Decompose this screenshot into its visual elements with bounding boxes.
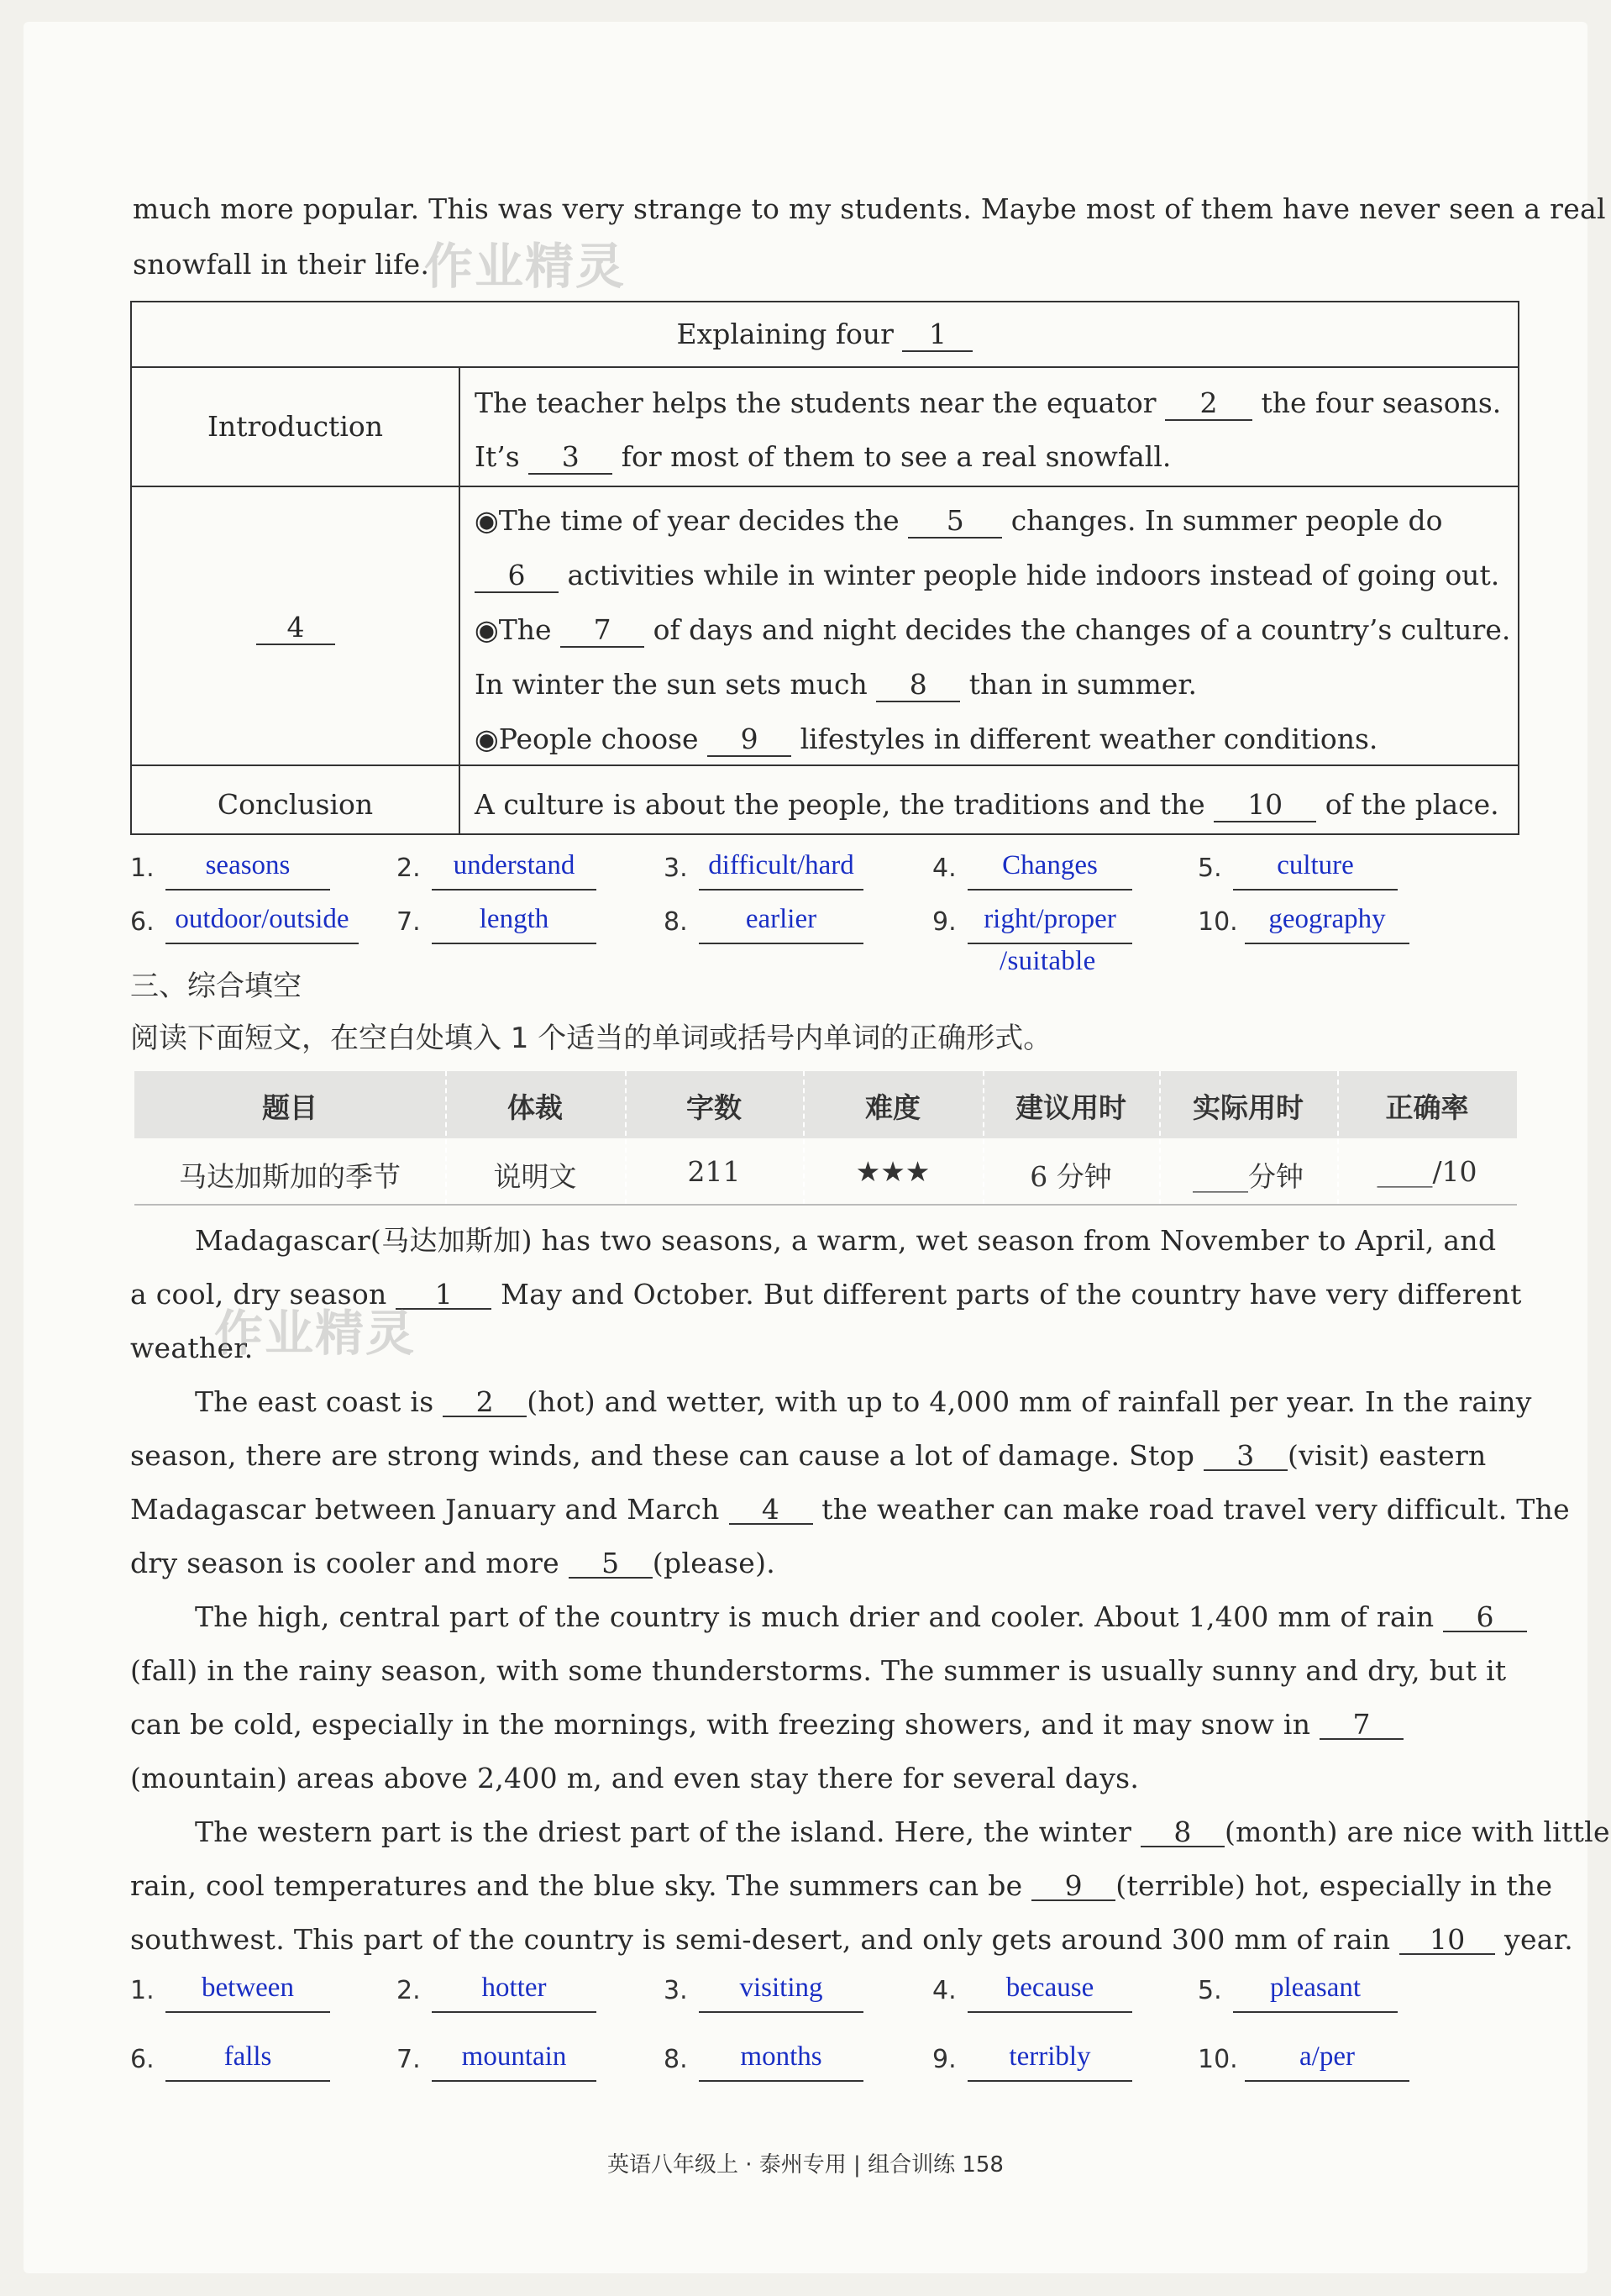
body-line4: In winter the sun sets much 8 than in summer. bbox=[475, 668, 1197, 701]
conclusion-label: Conclusion bbox=[217, 788, 374, 821]
passage-line: a cool, dry season 1 May and October. But different parts of the country have very different bbox=[130, 1278, 1522, 1311]
body-line2: 6 activities while in winter people hide indoors instead of going out. bbox=[475, 559, 1499, 593]
passage-line: southwest. This part of the country is semi-desert, and only gets around 300 mm of rain 10 year. bbox=[130, 1923, 1573, 1956]
value-difficulty: ★★★ bbox=[855, 1155, 931, 1188]
value-actual-time: ____分钟 bbox=[1193, 1160, 1304, 1193]
info-table bbox=[134, 1071, 1517, 1206]
body-line5: ◉People choose 9 lifestyles in different weather conditions. bbox=[475, 722, 1378, 755]
header-suggested-time: 建议用时 bbox=[1015, 1091, 1126, 1124]
intro-line1: The teacher helps the students near the equator 2 the four seasons. bbox=[475, 386, 1502, 419]
intro-line2: It’s 3 for most of them to see a real snowfall. bbox=[475, 440, 1172, 473]
passage-line: (fall) in the rainy season, with some thunderstorms. The summer is usually sunny and dry, but it bbox=[130, 1654, 1507, 1687]
value-title: 马达加斯加的季节 bbox=[179, 1160, 401, 1193]
header-wordcount: 字数 bbox=[686, 1091, 742, 1124]
header-difficulty: 难度 bbox=[865, 1091, 921, 1124]
conclusion-line: A culture is about the people, the traditions and the 10 of the place. bbox=[475, 788, 1499, 821]
watermark-top: 作业精灵 bbox=[424, 238, 627, 295]
page-footer: 英语八年级上 · 泰州专用 | 组合训练 158 bbox=[607, 2152, 1004, 2178]
bullet-icon: ◉ bbox=[475, 613, 499, 646]
passage-line: Madagascar(马达加斯加) has two seasons, a warm, wet season from November to April, and bbox=[195, 1224, 1497, 1257]
passage-line: dry season is cooler and more 5 (please). bbox=[130, 1547, 776, 1579]
body-line3: ◉The 7 of days and night decides the changes of a country’s culture. bbox=[475, 613, 1511, 646]
passage-line: The western part is the driest part of the island. Here, the winter 8 (month) are nice with little bbox=[195, 1815, 1610, 1848]
instruction: 阅读下面短文，在空白处填入 1 个适当的单词或括号内单词的正确形式。 bbox=[130, 1022, 1052, 1055]
passage-line: Madagascar between January and March 4 the weather can make road travel very difficult. The bbox=[130, 1493, 1570, 1526]
passage-line: rain, cool temperatures and the blue sky. The summers can be 9 (terrible) hot, especially in the bbox=[130, 1869, 1553, 1902]
body-label: 4 bbox=[256, 611, 335, 645]
passage-line: The high, central part of the country is much drier and cooler. About 1,400 mm of rain 6 bbox=[195, 1603, 1527, 1632]
value-accuracy: ____/10 bbox=[1377, 1155, 1477, 1188]
bullet-icon: ◉ bbox=[475, 722, 499, 755]
header-actual-time: 实际用时 bbox=[1193, 1091, 1304, 1124]
top-text-line2: snowfall in their life. bbox=[133, 248, 430, 281]
section-title: 三、综合填空 bbox=[130, 969, 302, 1003]
intro-label: Introduction bbox=[207, 410, 383, 443]
passage-line: season, there are strong winds, and these can cause a lot of damage. Stop 3 (visit) eastern bbox=[130, 1439, 1487, 1472]
passage-line: can be cold, especially in the mornings, with freezing showers, and it may snow in 7 bbox=[130, 1710, 1404, 1740]
header-genre: 体裁 bbox=[507, 1091, 563, 1124]
passage-line: The east coast is 2 (hot) and wetter, with up to 4,000 mm of rainfall per year. In the rainy bbox=[195, 1385, 1532, 1418]
passage-line: (mountain) areas above 2,400 m, and even stay there for several days. bbox=[130, 1762, 1140, 1794]
value-wordcount: 211 bbox=[687, 1155, 741, 1188]
top-text-line1: much more popular. This was very strange to my students. Maybe most of them have never seen a real bbox=[133, 192, 1606, 225]
header-title: 题目 bbox=[262, 1091, 317, 1124]
header-accuracy: 正确率 bbox=[1385, 1091, 1469, 1124]
value-genre: 说明文 bbox=[493, 1160, 577, 1193]
value-suggested-time: 6 分钟 bbox=[1030, 1160, 1112, 1193]
summary-table bbox=[130, 301, 1519, 835]
passage-line: weather. bbox=[130, 1332, 254, 1364]
table-title: Explaining four 1 bbox=[132, 318, 1518, 352]
watermark-middle: 作业精灵 bbox=[214, 1305, 417, 1362]
answer-9-extra: /suitable bbox=[1000, 946, 1096, 976]
body-line1: ◉The time of year decides the 5 changes. In summer people do bbox=[475, 504, 1443, 537]
bullet-icon: ◉ bbox=[475, 504, 499, 537]
